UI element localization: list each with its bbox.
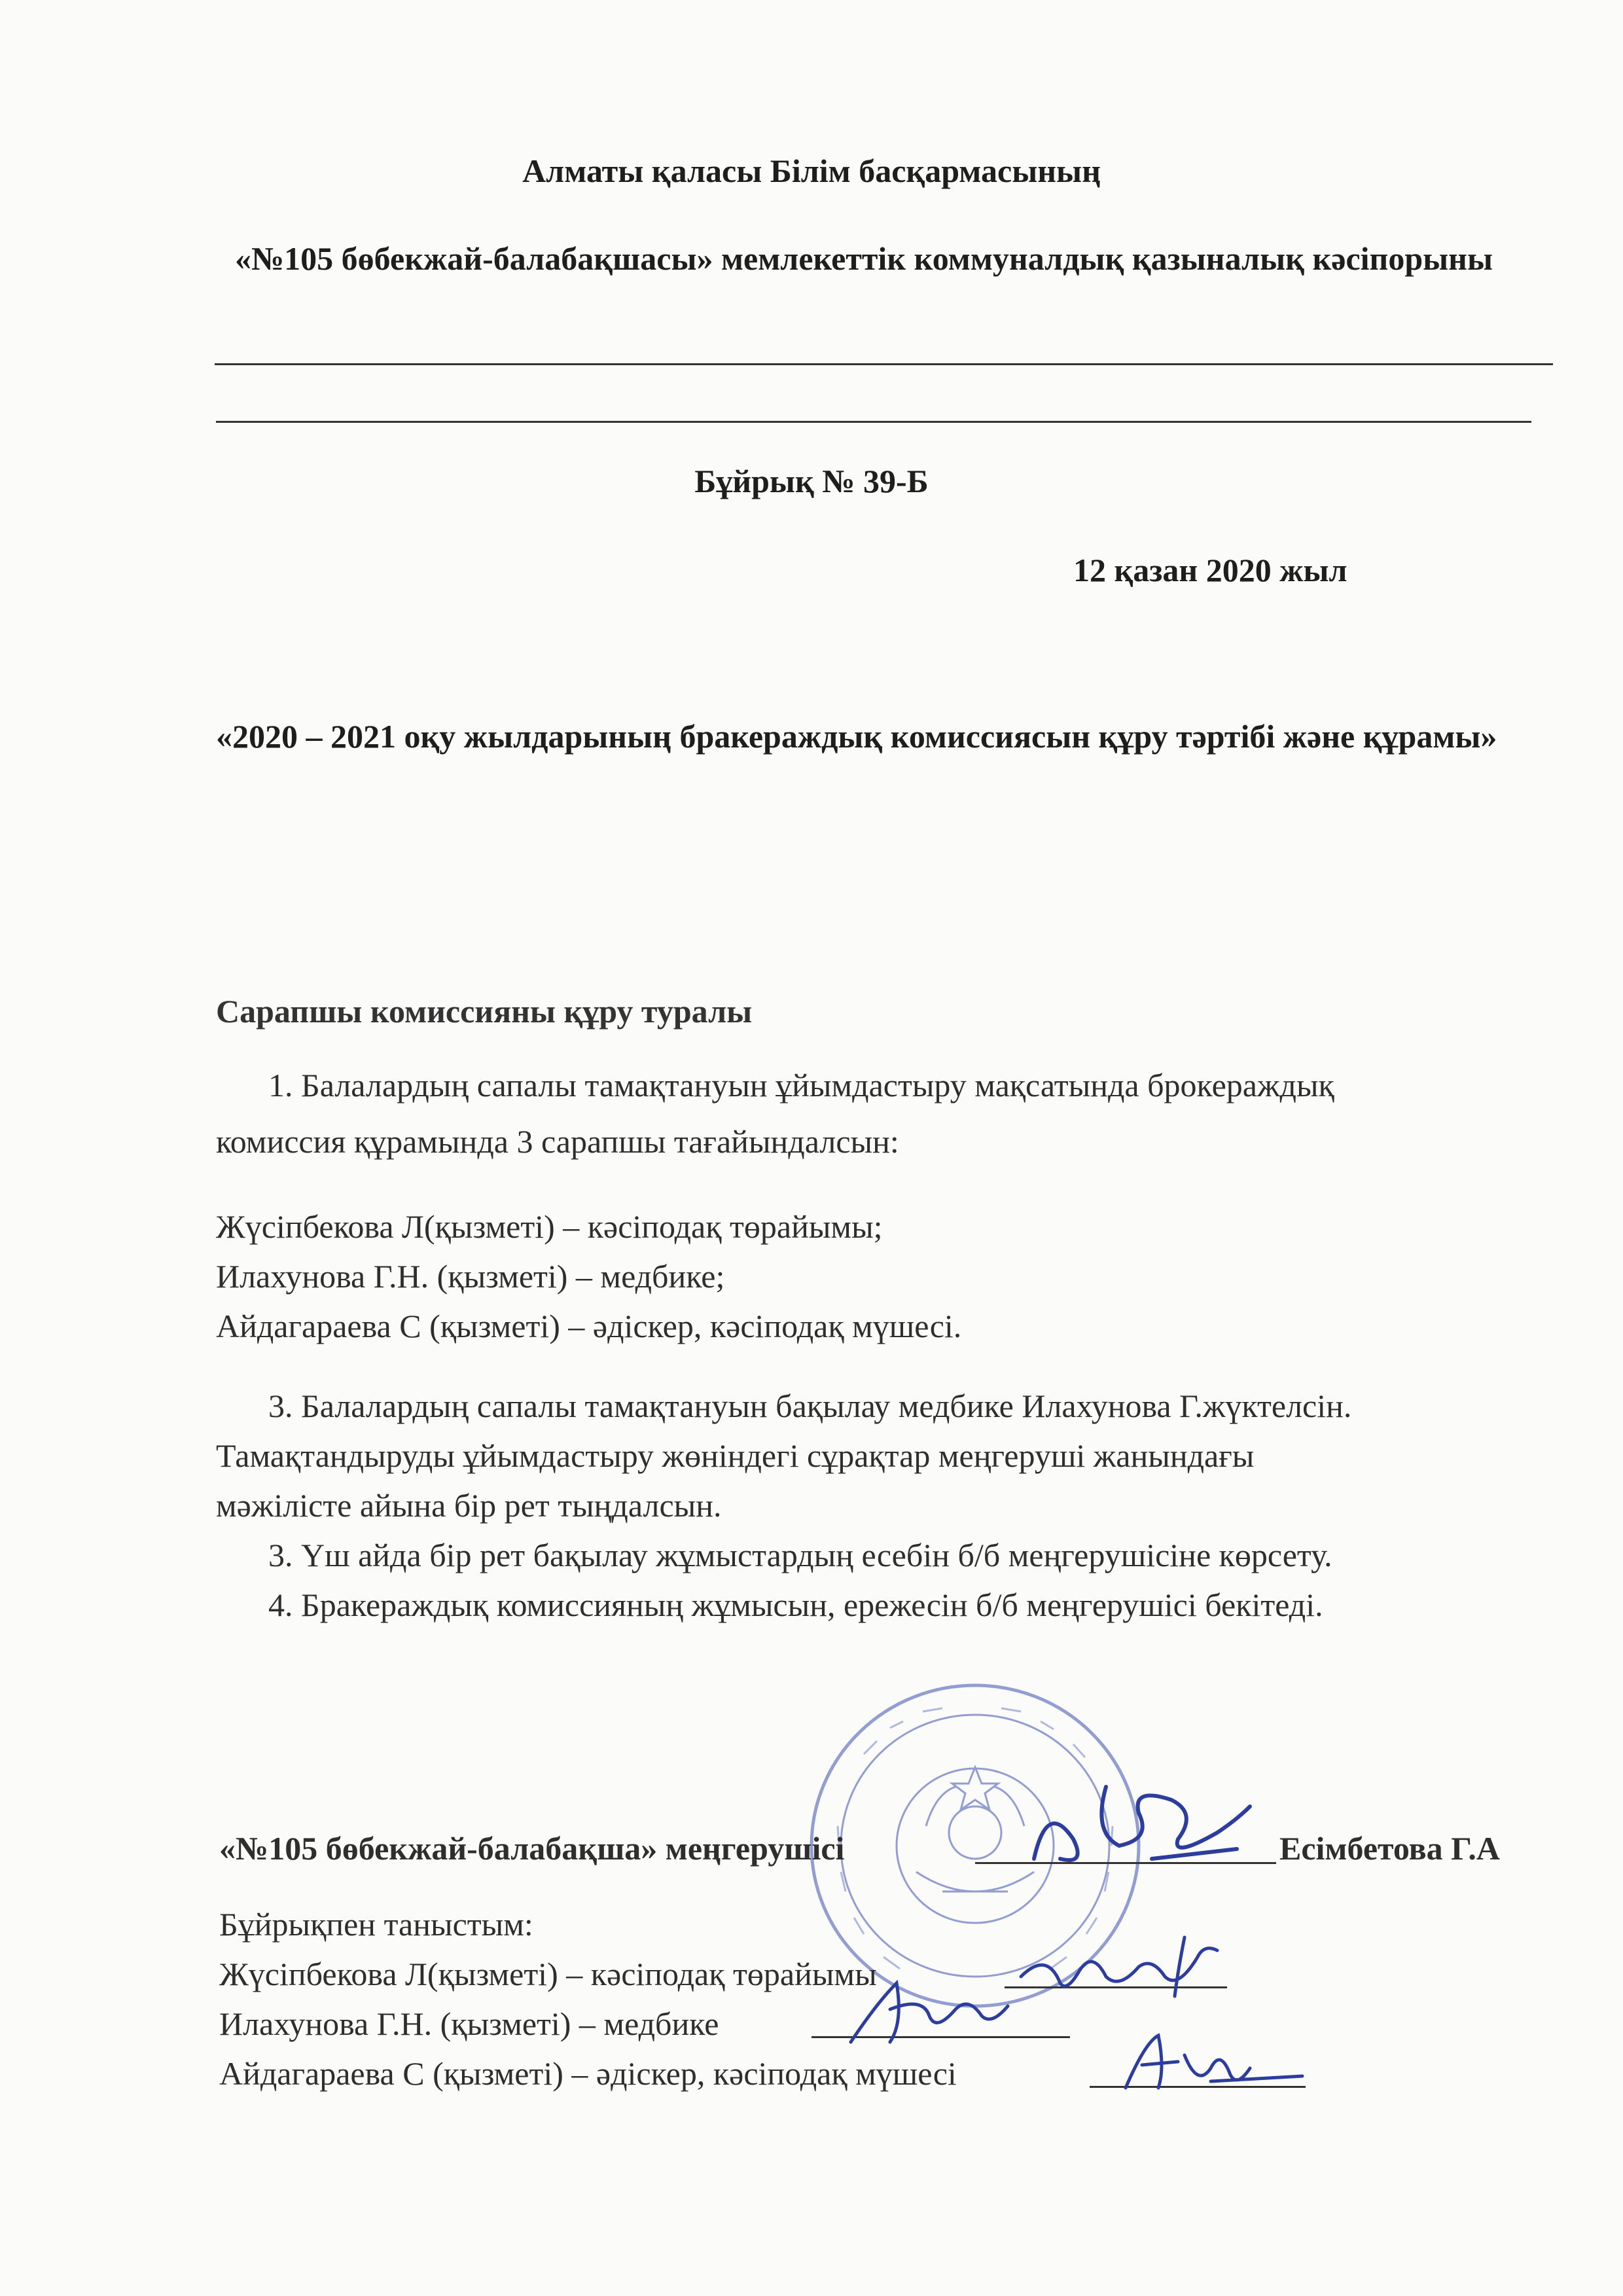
section-title: Сарапшы комиссияны құру туралы <box>216 993 753 1030</box>
acknowledged-signature-3 <box>1113 2029 1309 2101</box>
director-name: Есімбетова Г.А <box>1279 1830 1500 1867</box>
member-3: Айдагараева С (қызметі) – әдіскер, кәсіподақ мүшесі. <box>216 1308 962 1344</box>
acknowledged-signature-1 <box>1008 1931 1257 2003</box>
order-date: 12 қазан 2020 жыл <box>1073 552 1347 588</box>
director-title: «№105 бөбекжай-балабақша» меңгерушісі <box>219 1830 845 1867</box>
item4: 4. Бракераждық комиссияның жұмысын, ережесін б/б меңгерушісі бекітеді. <box>268 1587 1323 1623</box>
organization-header-line1: Алматы қаласы Білім басқармасының <box>522 152 1101 189</box>
acknowledged-person-2: Илахунова Г.Н. (қызметі) – медбике <box>219 2005 719 2042</box>
item2-line3: мәжілісте айына бір рет тыңдалсын. <box>216 1487 722 1524</box>
header-divider-top <box>215 363 1553 365</box>
item2-line2: Тамақтандыруды ұйымдастыру жөніндегі сұрақтар меңгеруші жанындағы <box>216 1437 1255 1474</box>
director-signature <box>1021 1761 1270 1885</box>
member-1: Жүсіпбекова Л(қызметі) – кәсіподақ төрайымы; <box>216 1208 883 1245</box>
organization-header-line2: «№105 бөбекжай-балабақшасы» мемлекеттік коммуналдық қазыналық кәсіпорыны <box>234 240 1493 277</box>
member-2: Илахунова Г.Н. (қызметі) – медбике; <box>216 1258 725 1295</box>
item1-line1: 1. Балалардың сапалы тамақтануын ұйымдастыру мақсатында брокераждық <box>268 1067 1334 1103</box>
order-subject: «2020 – 2021 оқу жылдарының бракераждық комиссиясын құру тәртібі және құрамы» <box>216 718 1497 755</box>
item3: 3. Үш айда бір рет бақылау жұмыстардың есебін б/б меңгерушісіне көрсету. <box>268 1537 1332 1573</box>
acknowledged-label: Бұйрықпен таныстым: <box>219 1906 533 1943</box>
acknowledged-person-3: Айдагараева С (қызметі) – әдіскер, кәсіподақ мүшесі <box>219 2055 957 2092</box>
item1-line2: комиссия құрамында 3 сарапшы тағайындалсын: <box>216 1123 899 1160</box>
order-number: Бұйрық № 39-Б <box>694 463 929 499</box>
item2-line1: 3. Балалардың сапалы тамақтануын бақылау медбике Илахунова Г.жүктелсін. <box>268 1388 1352 1424</box>
acknowledged-person-1: Жүсіпбекова Л(қызметі) – кәсіподақ төрайымы <box>219 1956 877 1992</box>
header-divider-bottom <box>216 421 1531 423</box>
acknowledged-signature-2 <box>831 1970 1041 2055</box>
